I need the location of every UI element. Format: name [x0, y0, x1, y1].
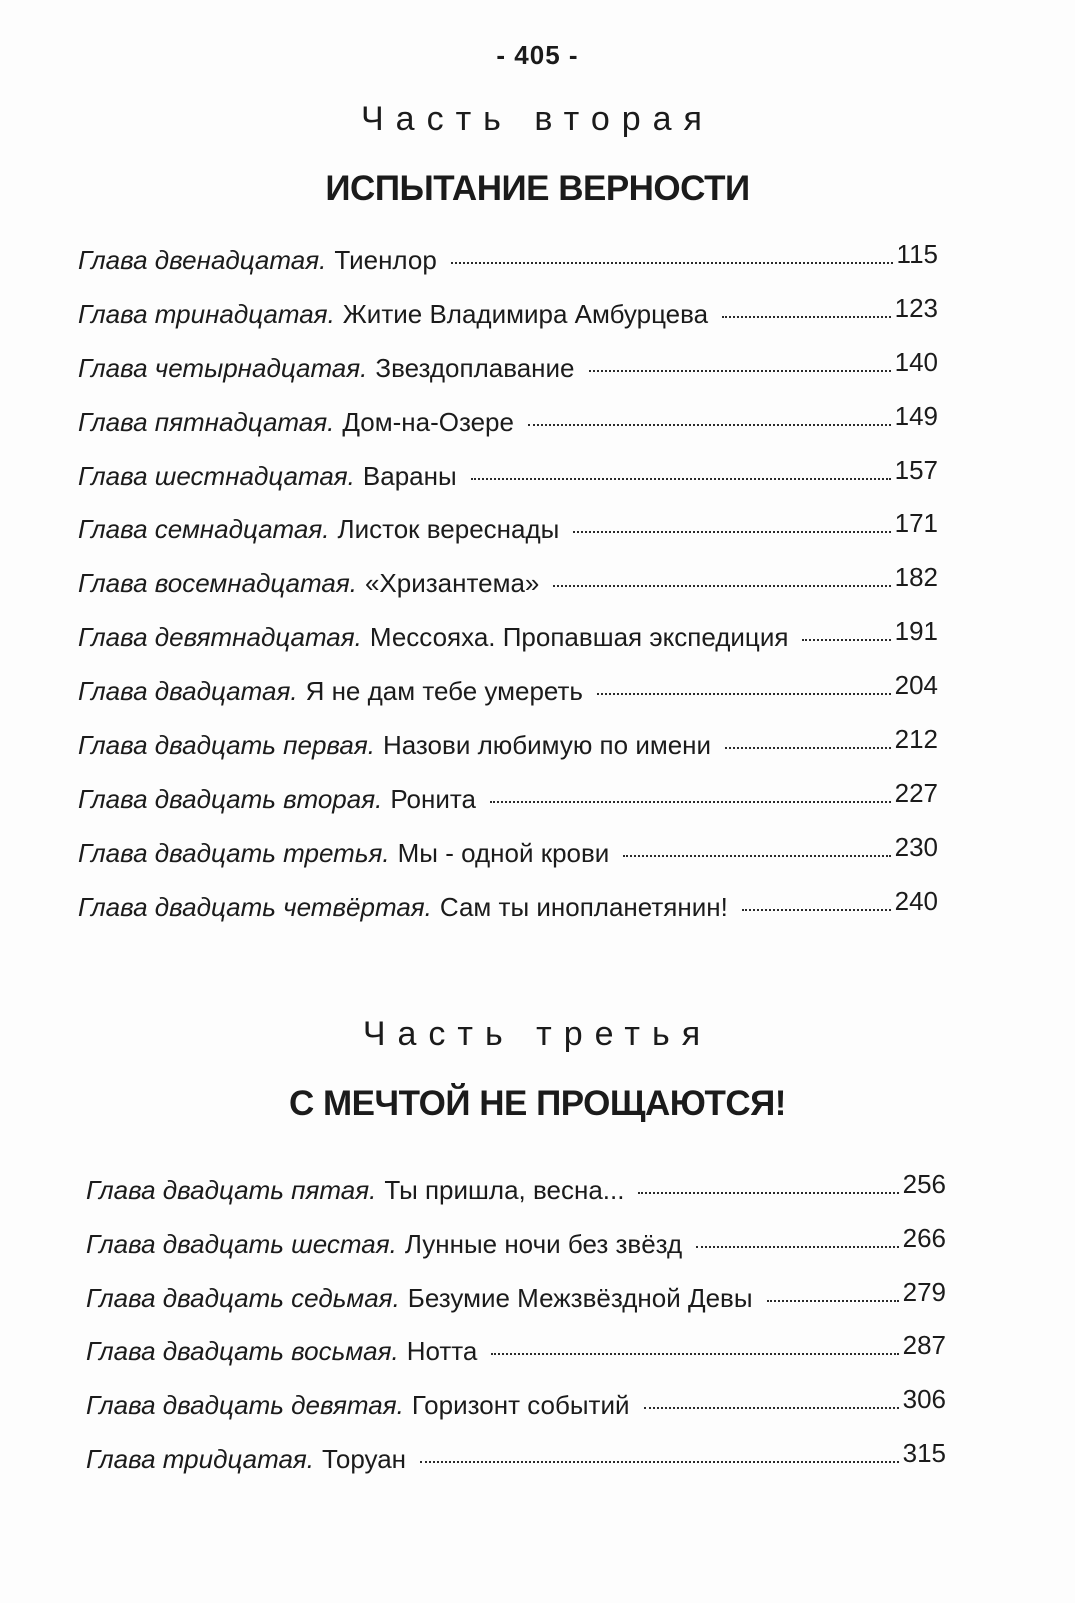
chapter-number: Глава тринадцатая. [78, 298, 335, 329]
toc-entry[interactable] [86, 1222, 946, 1283]
chapter-title: Листок вереснады [337, 514, 560, 545]
dot-leader [725, 747, 891, 749]
dot-leader [644, 1407, 899, 1409]
dot-leader [742, 909, 891, 911]
dot-leader [451, 262, 893, 264]
chapter-title: Звездоплавание [375, 352, 575, 383]
dot-leader [589, 370, 891, 372]
chapter-title: Торуан [322, 1443, 407, 1474]
toc-entry[interactable] [78, 239, 938, 299]
chapter-title: Дом-на-Озере [342, 406, 514, 437]
page-ref: 315 [902, 1437, 946, 1468]
toc-entry[interactable] [86, 1169, 946, 1229]
page-ref: 140 [894, 346, 938, 377]
chapter-title: Вараны [362, 460, 457, 491]
part-title: ИСПЫТАНИЕ ВЕРНОСТИ [325, 169, 750, 208]
chapter-number: Глава восемнадцатая. [78, 568, 357, 599]
table-of-contents-part-three [86, 1169, 946, 1498]
page-ref: 123 [894, 292, 938, 323]
chapter-title: Тиенлор [334, 245, 437, 275]
chapter-title: «Хризантема» [364, 568, 540, 599]
chapter-number: Глава двадцать пятая. [86, 1175, 377, 1205]
part-title: С МЕЧТОЙ НЕ ПРОЩАЮТСЯ! [289, 1084, 786, 1123]
page-ref: 115 [896, 239, 938, 269]
page-ref: 306 [902, 1384, 946, 1415]
dot-leader [696, 1246, 898, 1248]
dot-leader [471, 478, 891, 480]
chapter-title: Житие Владимира Амбурцева [342, 298, 709, 329]
chapter-title: Ты пришла, весна... [384, 1175, 625, 1205]
page-ref: 279 [902, 1276, 946, 1307]
page-ref: 171 [894, 508, 938, 539]
chapter-number: Глава двадцать первая. [78, 730, 375, 761]
chapter-number: Глава двадцать третья. [78, 837, 390, 868]
chapter-number: Глава шестнадцатая. [78, 460, 355, 491]
chapter-title: Лунные ночи без звёзд [404, 1228, 683, 1259]
toc-entry[interactable] [78, 508, 938, 568]
page-ref: 212 [894, 724, 938, 755]
page-ref: 149 [894, 400, 938, 431]
chapter-title: Безумие Межзвёздной Девы [407, 1282, 753, 1313]
chapter-number: Глава тридцатая. [86, 1443, 315, 1474]
toc-entry[interactable] [78, 616, 938, 676]
toc-entry[interactable] [78, 400, 938, 461]
page-ref: 256 [902, 1169, 946, 1199]
chapter-title: Сам ты инопланетянин! [439, 891, 728, 922]
toc-entry[interactable] [86, 1330, 946, 1390]
chapter-number: Глава девятнадцатая. [78, 622, 362, 653]
page-ref: 157 [894, 454, 938, 485]
chapter-title: Я не дам тебе умереть [305, 676, 583, 707]
chapter-number: Глава двадцать шестая. [86, 1228, 397, 1259]
toc-entry[interactable] [78, 670, 938, 730]
dot-leader [623, 855, 890, 857]
chapter-number: Глава двенадцатая. [78, 245, 327, 275]
dot-leader [573, 531, 890, 533]
dot-leader [420, 1461, 899, 1463]
page-ref: 191 [894, 616, 938, 647]
toc-entry[interactable] [78, 831, 938, 892]
part-three-header [0, 1015, 1075, 1124]
toc-entry[interactable] [78, 885, 938, 946]
toc-entry[interactable] [78, 777, 938, 838]
toc-entry[interactable] [78, 346, 938, 407]
dot-leader [491, 1353, 898, 1355]
toc-entry[interactable] [78, 562, 938, 622]
page-number: - 405 - [496, 40, 579, 70]
dot-leader [528, 424, 891, 426]
chapter-number: Глава двадцать четвёртая. [78, 891, 432, 922]
page-ref: 230 [894, 831, 938, 862]
dot-leader [553, 585, 890, 587]
chapter-title: Мы - одной крови [397, 837, 610, 868]
page-ref: 240 [894, 885, 938, 916]
chapter-title: Назови любимую по имени [382, 730, 712, 761]
page-ref: 287 [902, 1330, 946, 1361]
dot-leader [722, 316, 891, 318]
dot-leader [490, 801, 891, 803]
chapter-number: Глава семнадцатая. [78, 514, 330, 545]
dot-leader [767, 1300, 899, 1302]
chapter-number: Глава четырнадцатая. [78, 352, 368, 383]
page-ref: 204 [894, 670, 938, 701]
dot-leader [597, 693, 891, 695]
toc-entry[interactable] [86, 1437, 946, 1498]
dot-leader [802, 639, 890, 641]
chapter-number: Глава двадцать вторая. [78, 783, 383, 814]
chapter-number: Глава двадцать седьмая. [86, 1282, 400, 1313]
toc-entry[interactable] [78, 724, 938, 784]
page-ref: 182 [894, 562, 938, 593]
toc-entry[interactable] [86, 1276, 946, 1337]
page-ref: 266 [902, 1222, 946, 1253]
chapter-title: Нотта [406, 1336, 478, 1367]
chapter-title: Горизонт событий [411, 1390, 630, 1421]
page-ref: 227 [894, 777, 938, 808]
table-of-contents-part-two [78, 239, 938, 946]
chapter-number: Глава двадцатая. [78, 676, 298, 707]
toc-entry[interactable] [86, 1384, 946, 1444]
toc-entry[interactable] [78, 454, 938, 515]
part-label: Часть вторая [361, 100, 714, 138]
part-two-header [0, 100, 1075, 209]
chapter-number: Глава пятнадцатая. [78, 406, 335, 437]
chapter-title: Ронита [390, 783, 476, 814]
dot-leader [638, 1192, 898, 1194]
chapter-title: Мессояха. Пропавшая экспедиция [369, 622, 789, 653]
chapter-number: Глава двадцать восьмая. [86, 1336, 399, 1367]
part-label: Часть третья [362, 1015, 713, 1053]
chapter-number: Глава двадцать девятая. [86, 1390, 404, 1421]
toc-entry[interactable] [78, 292, 938, 353]
